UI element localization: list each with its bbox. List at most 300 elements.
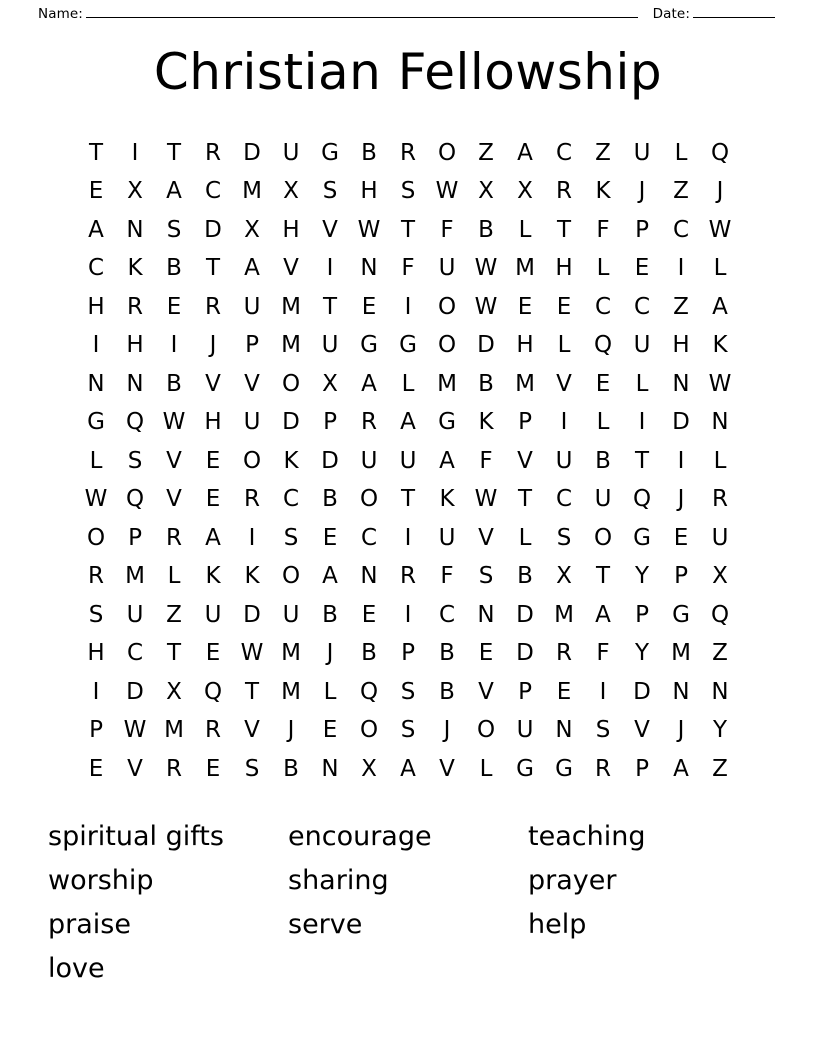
grid-cell[interactable]: M [242, 178, 262, 205]
grid-cell[interactable]: X [322, 370, 338, 397]
grid-cell[interactable]: V [244, 717, 260, 744]
grid-cell[interactable]: G [360, 332, 378, 359]
grid-cell[interactable]: N [126, 216, 144, 243]
grid-cell[interactable]: A [361, 370, 377, 397]
grid-cell[interactable]: H [87, 640, 105, 667]
grid-cell[interactable]: R [400, 563, 416, 590]
grid-cell[interactable]: W [474, 255, 498, 282]
grid-cell[interactable]: G [516, 755, 534, 782]
grid-cell[interactable]: V [517, 447, 533, 474]
grid-cell[interactable]: B [517, 563, 533, 590]
grid-cell[interactable]: R [166, 755, 182, 782]
grid-cell[interactable]: K [205, 563, 221, 590]
grid-cell[interactable]: M [554, 601, 574, 628]
grid-cell[interactable]: U [282, 601, 300, 628]
grid-cell[interactable]: L [479, 755, 493, 782]
grid-cell[interactable]: W [162, 409, 186, 436]
grid-cell[interactable]: R [556, 640, 572, 667]
grid-cell[interactable]: V [166, 447, 182, 474]
grid-cell[interactable]: C [204, 178, 222, 205]
grid-cell[interactable]: Z [673, 178, 689, 205]
name-input-line[interactable] [86, 6, 638, 18]
grid-cell[interactable]: Q [710, 601, 730, 628]
grid-cell[interactable]: K [712, 332, 728, 359]
grid-cell[interactable]: W [708, 216, 732, 243]
grid-cell[interactable]: A [439, 447, 455, 474]
grid-cell[interactable]: D [243, 601, 261, 628]
grid-cell[interactable]: L [713, 447, 727, 474]
grid-cell[interactable]: G [633, 524, 651, 551]
grid-cell[interactable]: X [166, 678, 182, 705]
grid-cell[interactable]: O [437, 293, 457, 320]
grid-cell[interactable]: I [638, 409, 646, 436]
grid-cell[interactable]: P [674, 563, 688, 590]
grid-cell[interactable]: P [128, 524, 142, 551]
grid-cell[interactable]: E [322, 717, 338, 744]
grid-cell[interactable]: M [281, 640, 301, 667]
grid-cell[interactable]: W [474, 486, 498, 513]
grid-cell[interactable]: R [244, 486, 260, 513]
grid-cell[interactable]: E [478, 640, 494, 667]
grid-cell[interactable]: Q [710, 139, 730, 166]
grid-cell[interactable]: P [635, 601, 649, 628]
grid-cell[interactable]: T [595, 563, 611, 590]
grid-cell[interactable]: X [517, 178, 533, 205]
grid-cell[interactable]: F [440, 216, 454, 243]
word-list-item[interactable]: help [528, 908, 587, 940]
grid-cell[interactable]: V [322, 216, 338, 243]
grid-cell[interactable]: C [282, 486, 300, 513]
grid-cell[interactable]: F [596, 216, 610, 243]
grid-cell[interactable]: M [125, 563, 145, 590]
grid-cell[interactable]: J [677, 717, 685, 744]
grid-cell[interactable]: V [283, 255, 299, 282]
grid-cell[interactable]: T [400, 486, 416, 513]
grid-cell[interactable]: S [478, 563, 494, 590]
grid-cell[interactable]: P [518, 678, 532, 705]
grid-cell[interactable]: B [478, 370, 494, 397]
grid-cell[interactable]: Q [203, 678, 223, 705]
grid-cell[interactable]: J [326, 640, 334, 667]
grid-cell[interactable]: R [88, 563, 104, 590]
grid-cell[interactable]: H [672, 332, 690, 359]
grid-cell[interactable]: R [205, 139, 221, 166]
grid-cell[interactable]: H [516, 332, 534, 359]
grid-cell[interactable]: D [204, 216, 222, 243]
grid-cell[interactable]: M [437, 370, 457, 397]
grid-cell[interactable]: B [361, 640, 377, 667]
grid-cell[interactable]: U [438, 255, 456, 282]
grid-cell[interactable]: F [401, 255, 415, 282]
grid-cell[interactable]: E [556, 293, 572, 320]
grid-cell[interactable]: V [439, 755, 455, 782]
grid-cell[interactable]: A [517, 139, 533, 166]
word-list-item[interactable]: serve [288, 908, 363, 940]
grid-cell[interactable]: S [127, 447, 143, 474]
grid-cell[interactable]: I [248, 524, 256, 551]
grid-cell[interactable]: U [555, 447, 573, 474]
grid-cell[interactable]: X [556, 563, 572, 590]
grid-cell[interactable]: E [205, 755, 221, 782]
grid-cell[interactable]: L [713, 255, 727, 282]
grid-cell[interactable]: U [360, 447, 378, 474]
grid-cell[interactable]: Z [712, 755, 728, 782]
grid-cell[interactable]: Q [632, 486, 652, 513]
grid-cell[interactable]: P [635, 216, 649, 243]
grid-cell[interactable]: E [634, 255, 650, 282]
grid-cell[interactable]: J [209, 332, 217, 359]
grid-cell[interactable]: D [477, 332, 495, 359]
grid-cell[interactable]: O [242, 447, 262, 474]
grid-cell[interactable]: D [243, 139, 261, 166]
grid-cell[interactable]: X [127, 178, 143, 205]
grid-cell[interactable]: P [635, 755, 649, 782]
grid-cell[interactable]: M [281, 293, 301, 320]
grid-cell[interactable]: A [595, 601, 611, 628]
grid-cell[interactable]: Z [712, 640, 728, 667]
grid-cell[interactable]: R [556, 178, 572, 205]
grid-cell[interactable]: W [357, 216, 381, 243]
grid-cell[interactable]: W [240, 640, 264, 667]
grid-cell[interactable]: S [244, 755, 260, 782]
grid-cell[interactable]: F [479, 447, 493, 474]
grid-cell[interactable]: E [517, 293, 533, 320]
grid-cell[interactable]: E [673, 524, 689, 551]
grid-cell[interactable]: L [596, 409, 610, 436]
grid-cell[interactable]: R [205, 293, 221, 320]
grid-cell[interactable]: F [440, 563, 454, 590]
grid-cell[interactable]: O [359, 486, 379, 513]
grid-cell[interactable]: N [87, 370, 105, 397]
grid-cell[interactable]: R [205, 717, 221, 744]
word-list-item[interactable]: worship [48, 864, 154, 896]
grid-cell[interactable]: J [677, 486, 685, 513]
grid-cell[interactable]: T [400, 216, 416, 243]
grid-cell[interactable]: I [170, 332, 178, 359]
grid-cell[interactable]: C [360, 524, 378, 551]
grid-cell[interactable]: J [716, 178, 724, 205]
grid-cell[interactable]: L [401, 370, 415, 397]
grid-cell[interactable]: T [517, 486, 533, 513]
grid-cell[interactable]: E [88, 755, 104, 782]
grid-cell[interactable]: J [443, 717, 451, 744]
grid-cell[interactable]: R [127, 293, 143, 320]
grid-cell[interactable]: L [89, 447, 103, 474]
grid-cell[interactable]: U [594, 486, 612, 513]
grid-cell[interactable]: X [283, 178, 299, 205]
grid-cell[interactable]: M [281, 332, 301, 359]
grid-cell[interactable]: E [322, 524, 338, 551]
grid-cell[interactable]: P [89, 717, 103, 744]
grid-cell[interactable]: V [127, 755, 143, 782]
grid-cell[interactable]: F [596, 640, 610, 667]
word-list-item[interactable]: praise [48, 908, 131, 940]
grid-cell[interactable]: U [633, 139, 651, 166]
grid-cell[interactable]: K [478, 409, 494, 436]
grid-cell[interactable]: G [672, 601, 690, 628]
grid-cell[interactable]: I [92, 332, 100, 359]
grid-cell[interactable]: N [672, 370, 690, 397]
grid-cell[interactable]: Y [634, 563, 650, 590]
grid-cell[interactable]: P [518, 409, 532, 436]
grid-cell[interactable]: I [677, 255, 685, 282]
grid-cell[interactable]: N [711, 409, 729, 436]
grid-cell[interactable]: E [166, 293, 182, 320]
grid-cell[interactable]: J [638, 178, 646, 205]
grid-cell[interactable]: A [205, 524, 221, 551]
grid-cell[interactable]: Z [673, 293, 689, 320]
grid-cell[interactable]: K [244, 563, 260, 590]
grid-cell[interactable]: D [633, 678, 651, 705]
word-list-item[interactable]: love [48, 952, 105, 984]
grid-cell[interactable]: O [593, 524, 613, 551]
grid-cell[interactable]: I [599, 678, 607, 705]
grid-cell[interactable]: V [166, 486, 182, 513]
grid-cell[interactable]: U [282, 139, 300, 166]
grid-cell[interactable]: V [634, 717, 650, 744]
grid-cell[interactable]: V [205, 370, 221, 397]
grid-cell[interactable]: V [244, 370, 260, 397]
grid-cell[interactable]: Y [634, 640, 650, 667]
grid-cell[interactable]: V [478, 678, 494, 705]
grid-cell[interactable]: I [92, 678, 100, 705]
grid-cell[interactable]: C [87, 255, 105, 282]
grid-cell[interactable]: R [595, 755, 611, 782]
grid-cell[interactable]: M [671, 640, 691, 667]
grid-cell[interactable]: U [438, 524, 456, 551]
grid-cell[interactable]: G [321, 139, 339, 166]
grid-cell[interactable]: N [672, 678, 690, 705]
grid-cell[interactable]: Q [359, 678, 379, 705]
grid-cell[interactable]: S [400, 178, 416, 205]
grid-cell[interactable]: X [361, 755, 377, 782]
grid-cell[interactable]: E [361, 293, 377, 320]
grid-cell[interactable]: B [322, 601, 338, 628]
grid-cell[interactable]: V [478, 524, 494, 551]
grid-cell[interactable]: T [634, 447, 650, 474]
grid-cell[interactable]: U [126, 601, 144, 628]
grid-cell[interactable]: T [166, 640, 182, 667]
grid-cell[interactable]: K [127, 255, 143, 282]
grid-cell[interactable]: B [439, 640, 455, 667]
grid-cell[interactable]: D [321, 447, 339, 474]
grid-cell[interactable]: D [282, 409, 300, 436]
grid-cell[interactable]: Z [478, 139, 494, 166]
grid-cell[interactable]: A [88, 216, 104, 243]
grid-cell[interactable]: Q [125, 409, 145, 436]
grid-cell[interactable]: X [478, 178, 494, 205]
grid-cell[interactable]: E [361, 601, 377, 628]
grid-cell[interactable]: L [518, 216, 532, 243]
grid-cell[interactable]: U [711, 524, 729, 551]
grid-cell[interactable]: O [281, 563, 301, 590]
grid-cell[interactable]: L [557, 332, 571, 359]
grid-cell[interactable]: H [204, 409, 222, 436]
grid-cell[interactable]: O [281, 370, 301, 397]
grid-cell[interactable]: C [126, 640, 144, 667]
word-list-item[interactable]: encourage [288, 820, 432, 852]
word-list-item[interactable]: sharing [288, 864, 389, 896]
grid-cell[interactable]: D [126, 678, 144, 705]
grid-cell[interactable]: L [674, 139, 688, 166]
grid-cell[interactable]: I [404, 601, 412, 628]
grid-cell[interactable]: N [360, 563, 378, 590]
grid-cell[interactable]: I [560, 409, 568, 436]
grid-cell[interactable]: G [555, 755, 573, 782]
grid-cell[interactable]: N [555, 717, 573, 744]
grid-cell[interactable]: H [87, 293, 105, 320]
grid-cell[interactable]: B [478, 216, 494, 243]
grid-cell[interactable]: W [84, 486, 108, 513]
grid-cell[interactable]: W [435, 178, 459, 205]
grid-cell[interactable]: T [244, 678, 260, 705]
grid-cell[interactable]: C [438, 601, 456, 628]
grid-cell[interactable]: O [476, 717, 496, 744]
grid-cell[interactable]: B [166, 370, 182, 397]
grid-cell[interactable]: U [204, 601, 222, 628]
grid-cell[interactable]: L [518, 524, 532, 551]
grid-cell[interactable]: D [516, 640, 534, 667]
grid-cell[interactable]: A [400, 755, 416, 782]
grid-cell[interactable]: S [283, 524, 299, 551]
grid-cell[interactable]: S [88, 601, 104, 628]
grid-cell[interactable]: E [595, 370, 611, 397]
date-input-line[interactable] [693, 6, 775, 18]
grid-cell[interactable]: Y [712, 717, 728, 744]
grid-cell[interactable]: P [245, 332, 259, 359]
grid-cell[interactable]: S [595, 717, 611, 744]
grid-cell[interactable]: B [283, 755, 299, 782]
grid-cell[interactable]: A [244, 255, 260, 282]
grid-cell[interactable]: U [243, 409, 261, 436]
grid-cell[interactable]: S [556, 524, 572, 551]
grid-cell[interactable]: L [635, 370, 649, 397]
grid-cell[interactable]: W [708, 370, 732, 397]
grid-cell[interactable]: H [555, 255, 573, 282]
grid-cell[interactable]: Q [593, 332, 613, 359]
grid-cell[interactable]: A [673, 755, 689, 782]
grid-cell[interactable]: K [439, 486, 455, 513]
grid-cell[interactable]: M [515, 255, 535, 282]
grid-cell[interactable]: G [87, 409, 105, 436]
grid-cell[interactable]: O [437, 332, 457, 359]
grid-cell[interactable]: R [712, 486, 728, 513]
grid-cell[interactable]: X [244, 216, 260, 243]
grid-cell[interactable]: N [711, 678, 729, 705]
grid-cell[interactable]: P [323, 409, 337, 436]
grid-cell[interactable]: G [399, 332, 417, 359]
grid-cell[interactable]: N [321, 755, 339, 782]
grid-cell[interactable]: U [399, 447, 417, 474]
grid-cell[interactable]: R [361, 409, 377, 436]
grid-cell[interactable]: W [123, 717, 147, 744]
grid-cell[interactable]: S [322, 178, 338, 205]
grid-cell[interactable]: T [205, 255, 221, 282]
grid-cell[interactable]: I [677, 447, 685, 474]
grid-cell[interactable]: J [287, 717, 295, 744]
word-list-item[interactable]: spiritual gifts [48, 820, 224, 852]
grid-cell[interactable]: O [359, 717, 379, 744]
grid-cell[interactable]: C [555, 486, 573, 513]
grid-cell[interactable]: T [88, 139, 104, 166]
grid-cell[interactable]: E [205, 640, 221, 667]
grid-cell[interactable]: T [556, 216, 572, 243]
grid-cell[interactable]: A [712, 293, 728, 320]
grid-cell[interactable]: E [556, 678, 572, 705]
grid-cell[interactable]: X [712, 563, 728, 590]
grid-cell[interactable]: A [322, 563, 338, 590]
grid-cell[interactable]: L [167, 563, 181, 590]
grid-cell[interactable]: Z [595, 139, 611, 166]
grid-cell[interactable]: R [166, 524, 182, 551]
grid-cell[interactable]: U [321, 332, 339, 359]
grid-cell[interactable]: H [126, 332, 144, 359]
grid-cell[interactable]: H [282, 216, 300, 243]
word-list-item[interactable]: teaching [528, 820, 646, 852]
grid-cell[interactable]: C [594, 293, 612, 320]
grid-cell[interactable]: K [283, 447, 299, 474]
word-list-item[interactable]: prayer [528, 864, 617, 896]
grid-cell[interactable]: M [515, 370, 535, 397]
grid-cell[interactable]: M [281, 678, 301, 705]
grid-cell[interactable]: S [166, 216, 182, 243]
grid-cell[interactable]: A [400, 409, 416, 436]
grid-cell[interactable]: K [595, 178, 611, 205]
grid-cell[interactable]: G [438, 409, 456, 436]
grid-cell[interactable]: N [126, 370, 144, 397]
grid-cell[interactable]: P [401, 640, 415, 667]
grid-cell[interactable]: B [439, 678, 455, 705]
grid-cell[interactable]: T [166, 139, 182, 166]
grid-cell[interactable]: B [595, 447, 611, 474]
grid-cell[interactable]: B [322, 486, 338, 513]
grid-cell[interactable]: I [404, 524, 412, 551]
grid-cell[interactable]: S [400, 717, 416, 744]
grid-cell[interactable]: A [166, 178, 182, 205]
grid-cell[interactable]: U [243, 293, 261, 320]
grid-cell[interactable]: W [474, 293, 498, 320]
grid-cell[interactable]: C [672, 216, 690, 243]
grid-cell[interactable]: V [556, 370, 572, 397]
grid-cell[interactable]: U [633, 332, 651, 359]
word-search-grid[interactable] [78, 134, 738, 789]
grid-cell[interactable]: B [361, 139, 377, 166]
grid-cell[interactable]: N [360, 255, 378, 282]
grid-cell[interactable]: Q [125, 486, 145, 513]
grid-cell[interactable]: S [400, 678, 416, 705]
grid-cell[interactable]: R [400, 139, 416, 166]
grid-cell[interactable]: C [555, 139, 573, 166]
grid-cell[interactable]: H [360, 178, 378, 205]
grid-cell[interactable]: C [633, 293, 651, 320]
grid-cell[interactable]: E [205, 447, 221, 474]
grid-cell[interactable]: I [326, 255, 334, 282]
grid-cell[interactable]: E [88, 178, 104, 205]
grid-cell[interactable]: O [86, 524, 106, 551]
grid-cell[interactable]: Z [166, 601, 182, 628]
grid-cell[interactable]: L [596, 255, 610, 282]
grid-cell[interactable]: O [437, 139, 457, 166]
grid-cell[interactable]: U [516, 717, 534, 744]
grid-cell[interactable]: D [672, 409, 690, 436]
grid-cell[interactable]: I [404, 293, 412, 320]
grid-cell[interactable]: E [205, 486, 221, 513]
grid-cell[interactable]: D [516, 601, 534, 628]
grid-cell[interactable]: B [166, 255, 182, 282]
grid-cell[interactable]: I [131, 139, 139, 166]
grid-cell[interactable]: N [477, 601, 495, 628]
grid-cell[interactable]: M [164, 717, 184, 744]
